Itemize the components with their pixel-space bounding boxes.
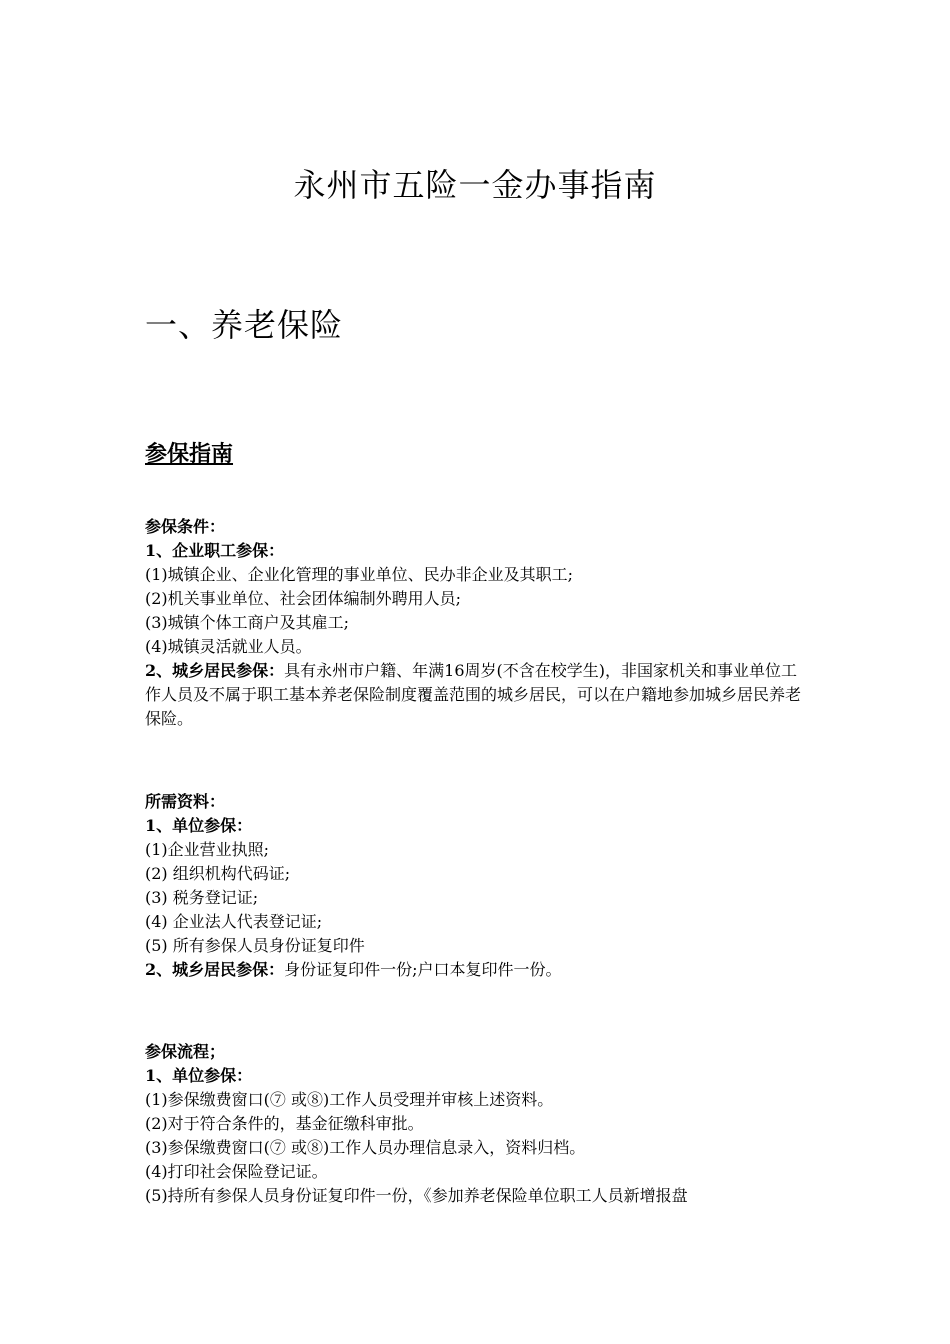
process-item1-title: 1、单位参保： [145, 1066, 253, 1085]
materials-line: (1)企业营业执照; [145, 840, 270, 859]
materials-line: (4) 企业法人代表登记证; [145, 912, 323, 931]
materials-heading: 所需资料： [145, 792, 226, 811]
conditions-item1-title: 1、企业职工参保： [145, 541, 285, 560]
materials-line: (5) 所有参保人员身份证复印件 [145, 936, 365, 955]
process-line: (5)持所有参保人员身份证复印件一份，《参加养老保险单位职工人员新增报盘 [145, 1186, 688, 1205]
conditions-block [145, 515, 810, 731]
conditions-line: (4)城镇灵活就业人员。 [145, 637, 312, 656]
materials-item2 [145, 958, 810, 982]
materials-item1-title: 1、单位参保： [145, 816, 253, 835]
conditions-line: (3)城镇个体工商户及其雇工; [145, 613, 350, 632]
materials-line: (2) 组织机构代码证; [145, 864, 291, 883]
process-heading: 参保流程； [145, 1042, 226, 1061]
section-heading-pension: 一、养老保险 [145, 306, 344, 344]
conditions-item2 [145, 659, 810, 731]
materials-block [145, 790, 810, 982]
process-line: (4)打印社会保险登记证。 [145, 1162, 328, 1181]
sub-heading-insurance-guide: 参保指南 [145, 441, 234, 467]
process-line: (3)参保缴费窗口(⑦ 或⑧)工作人员办理信息录入，资料归档。 [145, 1138, 586, 1157]
process-block [145, 1040, 810, 1208]
materials-line: (3) 税务登记证; [145, 888, 259, 907]
conditions-item2-text: 具有永州市户籍、年满16周岁(不含在校学生)，非国家机关和事业单位工作人员及不属于职工基本养老保险制度覆盖范围的城乡居民，可以在户籍地参加城乡居民养老保险。 [145, 661, 802, 728]
conditions-item2-title: 2、城乡居民参保： [145, 661, 285, 680]
conditions-line: (2)机关事业单位、社会团体编制外聘用人员; [145, 589, 462, 608]
materials-item2-title: 2、城乡居民参保： [145, 960, 285, 979]
materials-item2-text: 身份证复印件一份;户口本复印件一份。 [284, 960, 562, 979]
process-line: (1)参保缴费窗口(⑦ 或⑧)工作人员受理并审核上述资料。 [145, 1090, 554, 1109]
document-title: 永州市五险一金办事指南 [293, 166, 657, 204]
process-line: (2)对于符合条件的，基金征缴科审批。 [145, 1114, 424, 1133]
conditions-heading: 参保条件： [145, 517, 226, 536]
conditions-line: (1)城镇企业、企业化管理的事业单位、民办非企业及其职工; [145, 565, 574, 584]
